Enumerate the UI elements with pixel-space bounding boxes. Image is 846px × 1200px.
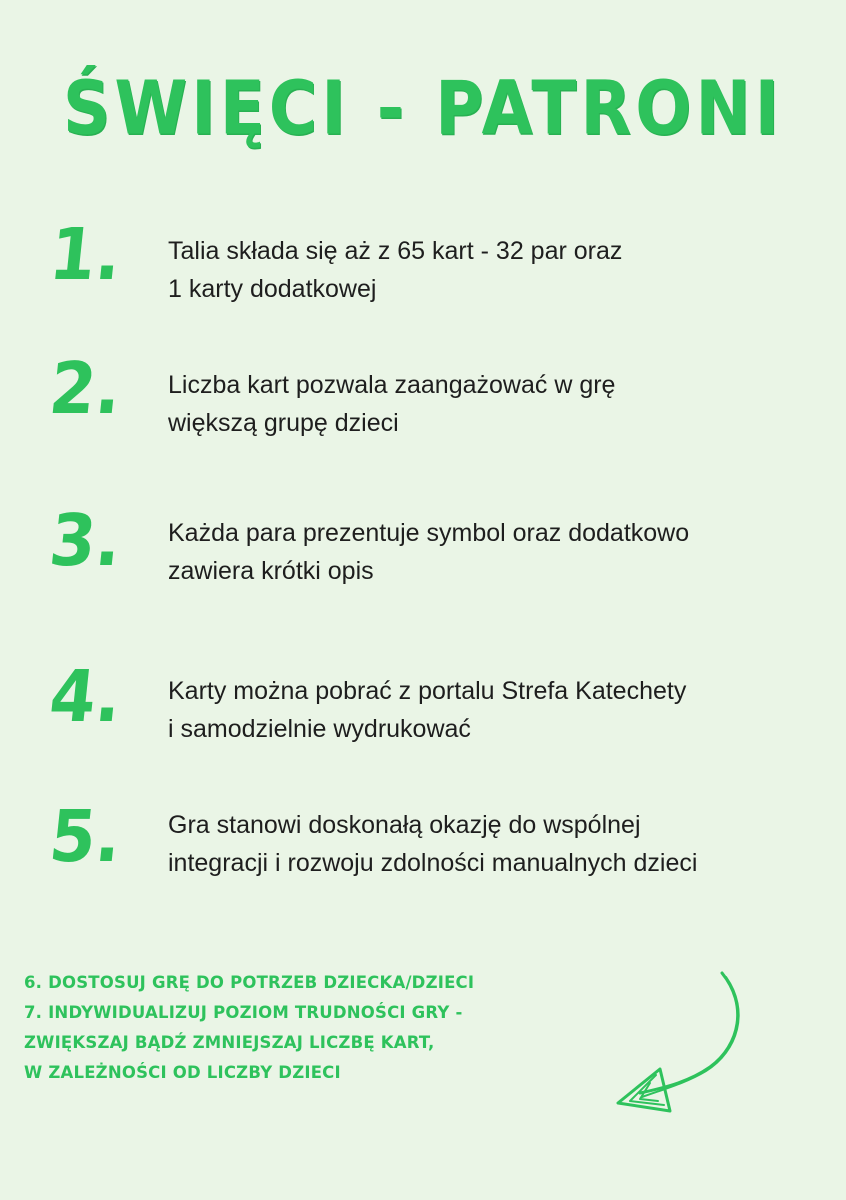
list-item-1 [0,212,846,332]
item-text-line1: Gra stanowi doskonałą okazję do wspólnej [168,811,641,839]
item-number: 2. [45,346,126,431]
item-text-line2: i samodzielnie wydrukować [168,715,471,743]
item-number: 3. [45,498,126,583]
item-text-line1: Talia składa się aż z 65 kart - 32 par oraz [168,237,623,265]
item-number: 4. [45,654,126,739]
item-text [168,672,828,748]
item-text [168,366,828,442]
tips-notes [24,968,584,1088]
note-line: 7. INDYWIDUALIZUJ POZIOM TRUDNOŚCI GRY - [24,1003,463,1022]
item-text [168,806,828,882]
item-text-line2: większą grupę dzieci [168,409,399,437]
list-item-2 [0,346,846,466]
page-title: ŚWIĘCI - PATRONI [62,65,784,152]
item-text-line1: Każda para prezentuje symbol oraz dodatkowo [168,519,690,547]
list-item-5 [0,794,846,914]
note-line: ZWIĘKSZAJ BĄDŹ ZMNIEJSZAJ LICZBĘ KART, [24,1033,435,1052]
list-item-4 [0,654,846,774]
item-text-line1: Liczba kart pozwala zaangażować w grę [168,371,616,399]
item-text-line2: integracji i rozwoju zdolności manualnych dzieci [168,849,698,877]
hand-drawn-arrow-icon [600,965,760,1115]
item-text [168,514,828,590]
list-item-3 [0,498,846,618]
note-line: 6. DOSTOSUJ GRĘ DO POTRZEB DZIECKA/DZIECI [24,973,475,992]
item-number: 1. [45,212,126,297]
item-text [168,232,828,308]
item-text-line1: Karty można pobrać z portalu Strefa Katechety [168,677,687,705]
item-text-line2: zawiera krótki opis [168,557,374,585]
item-number: 5. [45,794,126,879]
note-line: W ZALEŻNOŚCI OD LICZBY DZIECI [24,1063,341,1082]
item-text-line2: 1 karty dodatkowej [168,275,377,303]
